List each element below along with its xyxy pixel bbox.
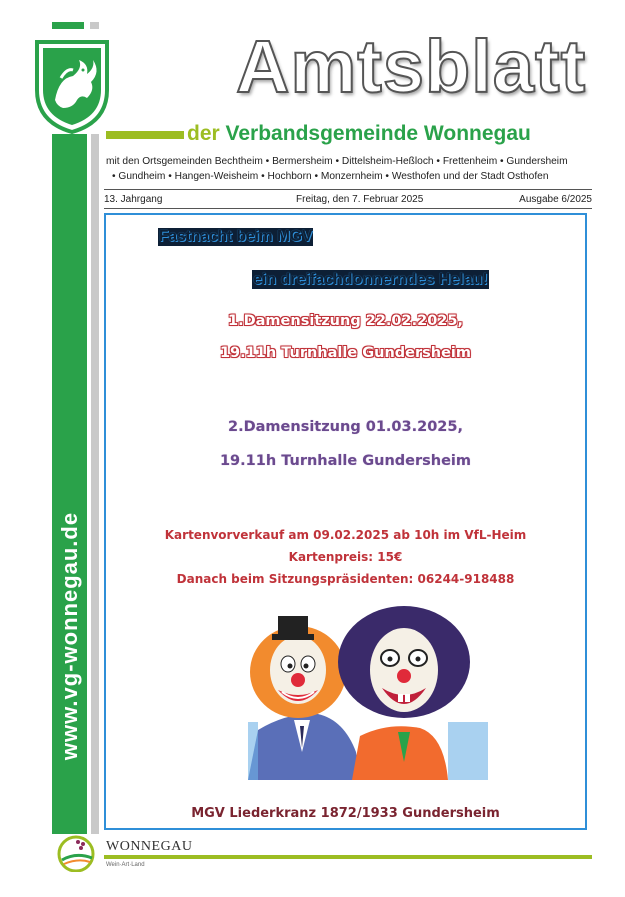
wonnegau-logo-icon [54, 832, 104, 872]
subtitle-prefix: der [187, 122, 220, 145]
footer-accent-bar [104, 855, 592, 859]
poster-greeting: ein dreifachdonnerndes Helau! [253, 271, 488, 288]
contact-info: Danach beim Sitzungspräsidenten: 06244-918488 [176, 572, 515, 586]
session2-place: 19.11h Turnhalle Gundersheim [219, 453, 472, 469]
website-url[interactable]: www.vg-wonnegau.de [57, 511, 82, 761]
municipalities-line-1: mit den Ortsgemeinden Bechtheim • Bermersheim • Dittelsheim-Heßloch • Frettenheim • Gundersheim [106, 156, 568, 167]
clowns-illustration [248, 602, 488, 780]
session1-date: 1.Damensitzung 22.02.2025, [228, 313, 463, 329]
ticket-price: Kartenpreis: 15€ [288, 550, 403, 564]
subtitle-main: Verbandsgemeinde Wonnegau [225, 122, 531, 145]
header-accent-gray [90, 22, 99, 29]
masthead-subtitle [187, 122, 531, 146]
poster-title: Fastnacht beim MGV [159, 228, 313, 245]
issue-volume: 13. Jahrgang [104, 194, 163, 205]
municipalities-line-2: • Gundheim • Hangen-Weisheim • Hochborn • Monzernheim • Westhofen und der Stadt Osthofen [112, 171, 549, 182]
subtitle-accent-line [106, 131, 184, 139]
coat-of-arms-icon [33, 38, 111, 134]
organizer: MGV Liederkranz 1872/1933 Gundersheim [191, 806, 500, 821]
divider [104, 189, 592, 190]
session2-date: 2.Damensitzung 01.03.2025, [228, 419, 463, 435]
municipalities-list [106, 154, 592, 184]
presale-info: Kartenvorverkauf am 09.02.2025 ab 10h im VfL-Heim [164, 528, 527, 542]
logo-name: WONNEGAU [106, 839, 193, 854]
sidebar-gray-band [91, 134, 99, 834]
divider [104, 208, 592, 209]
logo-tagline: Wein·Art·Land [106, 862, 145, 868]
header-accent-green [52, 22, 84, 29]
issue-date: Freitag, den 7. Februar 2025 [296, 194, 424, 205]
session1-place: 19.11h Turnhalle Gundersheim [219, 345, 472, 361]
issue-number: Ausgabe 6/2025 [519, 194, 592, 205]
masthead-title: Amtsblatt [236, 25, 587, 108]
